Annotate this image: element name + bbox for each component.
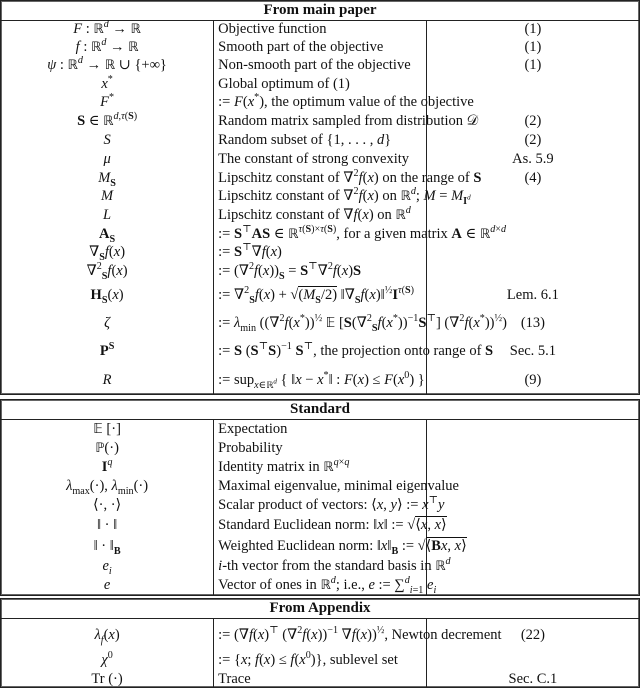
notation-symbol: μ — [1, 150, 214, 169]
notation-symbol: M — [1, 188, 214, 206]
notation-description: := sup$_{x\in ℝ^d}$ { ‖x − x*‖ : $F(x) \le F(x^0)$ } — [214, 366, 427, 395]
notation-description: Random subset of {1, . . . , d} — [214, 131, 427, 150]
table-row — [1, 57, 639, 75]
notation-symbol: $I^q$ — [1, 458, 214, 477]
notation-symbol: ψ : ℝ$^d$ → ℝ ∪ {+∞} — [1, 57, 214, 75]
notation-reference: Sec. 5.1 — [509, 343, 557, 360]
notation-symbol: ‖ · ‖ — [1, 515, 214, 536]
notation-reference: Sec. C.1 — [508, 670, 558, 687]
table-row — [1, 496, 639, 515]
notation-reference: (2) — [524, 112, 542, 129]
notation-reference — [426, 206, 639, 225]
notation-description: := {x; $f(x) \le f(x^0)$}, sublevel set — [214, 651, 427, 671]
table-row — [1, 338, 639, 366]
notation-table — [1, 400, 639, 596]
notation-description: Trace — [214, 671, 427, 688]
notation-symbol: ∇$^2_S$f(x) — [1, 262, 214, 282]
notation-description: Lipschitz constant of ∇f(x) on ℝ$^d$ — [214, 206, 427, 225]
notation-reference: (9) — [524, 371, 542, 388]
table-row — [1, 282, 639, 310]
table-row — [1, 112, 639, 131]
table-row — [1, 244, 639, 262]
notation-symbol: $\nabla_Sf(x)$ — [1, 244, 214, 262]
notation-symbol: $\lambda_{max}(\cdot)$, $\lambda_{min}(\cdot)$ — [1, 477, 214, 496]
notation-symbol: S ∈ ℝ$^{d,\tau(S)}$ — [1, 112, 214, 131]
notation-symbol: R — [1, 366, 214, 395]
notation-description: Vector of ones in ℝ$^d$; i.e., e := ∑$^d_{i=1}$ $e_i$ — [214, 576, 427, 596]
notation-reference — [426, 576, 639, 596]
notation-symbol: $\lambda_f(x)$ — [1, 619, 214, 651]
notation-description: := $\nabla^2_Sf(x) + √(M_S/2)$ $‖\nabla_Sf(x)‖^{\frac{1}{2}}I^{\tau(S)}$ — [214, 282, 427, 310]
notation-description: Scalar product of vectors: ⟨x, y⟩ := x⊤y — [214, 496, 427, 515]
notation-description: Standard Euclidean norm: ‖x‖ := √⟨x, x⟩ — [214, 515, 427, 536]
notation-symbol: $A_S$ — [1, 225, 214, 244]
notation-symbol: $M_S$ — [1, 169, 214, 188]
notation-symbol: Tr (·) — [1, 671, 214, 688]
notation-description: Objective function — [214, 21, 427, 38]
notation-reference — [426, 420, 639, 439]
notation-symbol: L — [1, 206, 214, 225]
notation-table — [1, 1, 639, 395]
notation-reference — [426, 557, 639, 576]
section-standard — [0, 399, 640, 596]
notation-reference: (22) — [520, 626, 545, 643]
notation-description: Maximal eigenvalue, minimal eigenvalue — [214, 477, 427, 496]
notation-description: := $(\nabla^2f(x))_S = S^⊤\nabla^2f(x)S$ — [214, 262, 427, 282]
table-row — [1, 310, 639, 338]
notation-reference: As. 5.9 — [512, 150, 554, 167]
notation-description: i-th vector from the standard basis in ℝ$^d$ — [214, 557, 427, 576]
notation-description: Non-smooth part of the objective — [214, 57, 427, 75]
notation-description: Global optimum of (1) — [214, 75, 427, 94]
notation-description: := $\lambda_{min}$ ($(\nabla^2f(x^*))^{\frac{1}{2}}$ 𝔼 $[S(\nabla^2_Sf(x^*))^{-1}S^⊤]$ $(\nabla^2f(x^*))^{\frac{1}{2}}$) — [214, 310, 427, 338]
notation-description: := F(x*), the optimum value of the objective — [214, 94, 427, 112]
notation-symbol: $\chi^0$ — [1, 651, 214, 671]
notation-symbol: F* — [1, 94, 214, 112]
notation-table — [1, 599, 639, 688]
notation-description: Probability — [214, 439, 427, 458]
table-row — [1, 38, 639, 57]
notation-symbol: $H_S(x)$ — [1, 282, 214, 310]
notation-symbol: 𝔼 [·] — [1, 420, 214, 439]
notation-reference — [426, 439, 639, 458]
notation-symbol: F : ℝ$^d$ → ℝ — [1, 21, 214, 38]
table-row — [1, 619, 639, 651]
notation-reference — [426, 262, 639, 282]
notation-reference — [426, 458, 639, 477]
table-row — [1, 94, 639, 112]
notation-reference: (4) — [524, 169, 542, 186]
table-row — [1, 458, 639, 477]
notation-description: Lipschitz constant of ∇$^2$f(x) on ℝ$^d$; $M = M_{I^d}$ — [214, 188, 427, 206]
table-row — [1, 21, 639, 38]
notation-reference — [426, 651, 639, 671]
table-row — [1, 169, 639, 188]
notation-symbol: e — [1, 576, 214, 596]
notation-description: Identity matrix in ℝ$^{q\times q}$ — [214, 458, 427, 477]
notation-symbol: ‖ · $‖_B$ — [1, 536, 214, 557]
notation-symbol: x* — [1, 75, 214, 94]
notation-reference — [426, 515, 639, 536]
notation-symbol: $e_i$ — [1, 557, 214, 576]
section-title: Standard — [1, 400, 639, 420]
table-row — [1, 150, 639, 169]
notation-reference: (1) — [524, 21, 542, 37]
table-row — [1, 188, 639, 206]
table-row — [1, 420, 639, 439]
notation-reference: (13) — [520, 315, 545, 332]
notation-reference: (1) — [524, 38, 542, 55]
table-row — [1, 671, 639, 688]
notation-symbol: ℙ(·) — [1, 439, 214, 458]
table-row — [1, 651, 639, 671]
table-row — [1, 557, 639, 576]
notation-reference: (2) — [524, 131, 542, 148]
table-row — [1, 206, 639, 225]
notation-description: := S $(S^⊤S)^{-1}$ S⊤, the projection onto range of S — [214, 338, 427, 366]
notation-description: Lipschitz constant of ∇$^2$f(x) on the range of S — [214, 169, 427, 188]
notation-symbol: ⟨·, ·⟩ — [1, 496, 214, 515]
table-row — [1, 477, 639, 496]
table-row — [1, 75, 639, 94]
notation-description: := S⊤∇f(x) — [214, 244, 427, 262]
section-title: From Appendix — [1, 599, 639, 619]
notation-description: := S⊤AS ∈ ℝ$^{\tau(S)\times\tau(S)}$, for a given matrix A ∈ ℝ$^{d\times d}$ — [214, 225, 427, 244]
notation-symbol: ζ — [1, 310, 214, 338]
notation-description: Random matrix sampled from distribution 𝒟 — [214, 112, 427, 131]
notation-symbol: f : ℝ$^d$ → ℝ — [1, 38, 214, 57]
section-appendix — [0, 598, 640, 688]
notation-reference — [426, 75, 639, 94]
table-row — [1, 366, 639, 395]
notation-description: Expectation — [214, 420, 427, 439]
table-row — [1, 262, 639, 282]
notation-reference: Lem. 6.1 — [506, 287, 559, 304]
notation-description: The constant of strong convexity — [214, 150, 427, 169]
section-title: From main paper — [1, 1, 639, 21]
table-row — [1, 225, 639, 244]
table-row — [1, 131, 639, 150]
notation-symbol: S — [1, 131, 214, 150]
notation-reference: (1) — [524, 57, 542, 74]
table-row — [1, 515, 639, 536]
table-row — [1, 576, 639, 596]
notation-reference — [426, 496, 639, 515]
notation-symbol: $P^S$ — [1, 338, 214, 366]
notation-description: := (∇f(x)⊤ $(\nabla^2f(x))^{-1}$ ∇f(x))$^{\frac{1}{2}}$, Newton decrement — [214, 619, 427, 651]
notation-description: Weighted Euclidean norm: $‖x‖_B$ := √⟨Bx, x⟩ — [214, 536, 427, 557]
notation-description: Smooth part of the objective — [214, 38, 427, 57]
notation-reference — [426, 244, 639, 262]
table-row — [1, 536, 639, 557]
table-row — [1, 439, 639, 458]
